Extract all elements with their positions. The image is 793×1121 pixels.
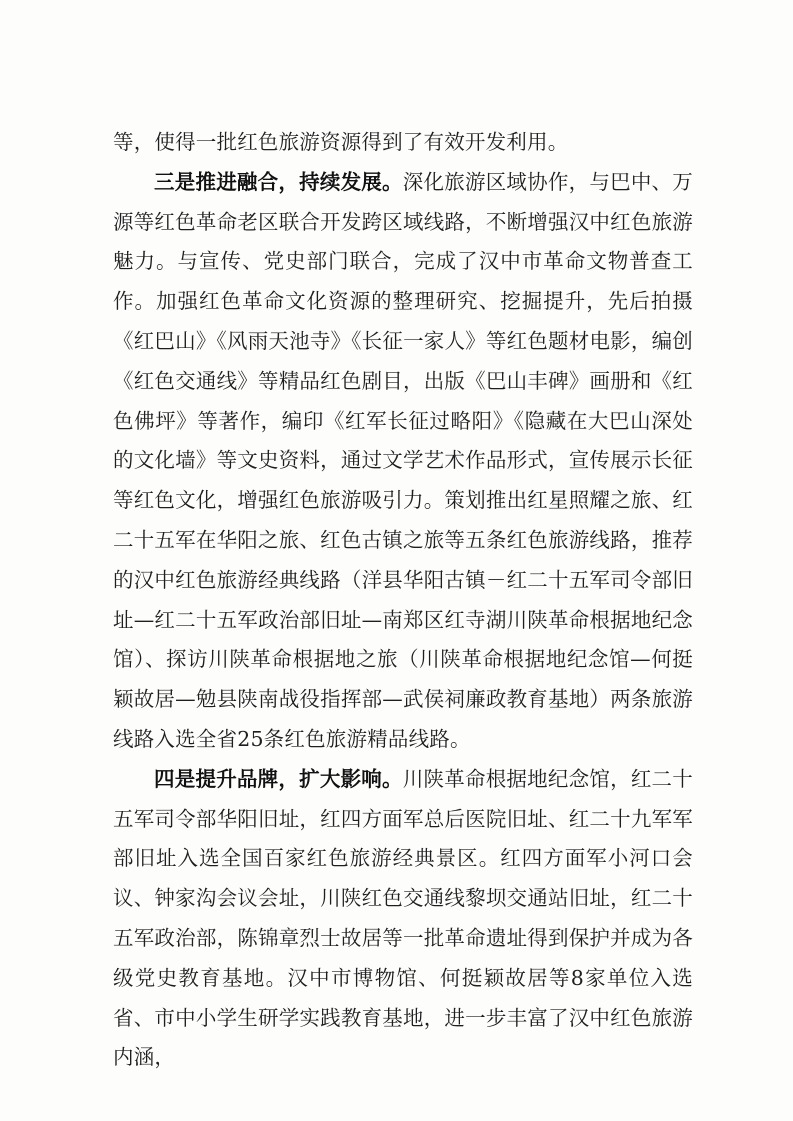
paragraph-lead-heading: 四是提升品牌，扩大影响。	[154, 766, 403, 791]
paragraph-text: 深化旅游区域协作，与巴中、万源等红色革命老区联合开发跨区域线路，不断增强汉中红色旅游魅力。与宣传、党史部门联合，完成了汉中市革命文物普查工作。加强红色革命文化资源的整理研究、挖掘提升，先后拍摄《红巴山》《风雨天池寺》《长征一家人》等红色题材电影，编创《红色交通线》等精品红色剧目，出版《巴山丰碑》画册和《红色佛坪》等著作，编印《红军长征过略阳》《隐藏在大巴山深处的文化墙》等文史资料，通过文学艺术作品形式，宣传展示长征等红色文化，增强红色旅游吸引力。策划推出红星照耀之旅、红二十五军在华阳之旅、红色古镇之旅等五条红色旅游线路，推荐的汉中红色旅游经典线路（洋县华阳古镇－红二十五军司令部旧址—红二十五军政治部旧址—南郑区红寺湖川陕革命根据地纪念馆）、探访川陕革命根据地之旅（川陕革命根据地纪念馆—何挺颖故居—勉县陕南战役指挥部—武侯祠廉政教育基地）两条旅游线路入选全省25条红色旅游精品线路。	[113, 169, 693, 751]
paragraph-continuation	[113, 123, 693, 163]
paragraph-lead-heading: 三是推进融合，持续发展。	[154, 169, 403, 194]
document-body	[113, 123, 693, 1078]
paragraph-text: 等，使得一批红色旅游资源得到了有效开发利用。	[113, 130, 569, 154]
paragraph-text: 川陕革命根据地纪念馆，红二十五军司令部华阳旧址，红四方面军总后医院旧址、红二十九军军部旧址入选全国百家红色旅游经典景区。红四方面军小河口会议、钟家沟会议会址，川陕红色交通线黎坝交通站旧址，红二十五军政治部，陈锦章烈士故居等一批革命遗址得到保护并成为各级党史教育基地。汉中市博物馆、何挺颖故居等8家单位入选省、市中小学生研学实践教育基地，进一步丰富了汉中红色旅游内涵，	[113, 766, 693, 1070]
paragraph-brand	[113, 760, 693, 1078]
paragraph-integration	[113, 163, 693, 760]
